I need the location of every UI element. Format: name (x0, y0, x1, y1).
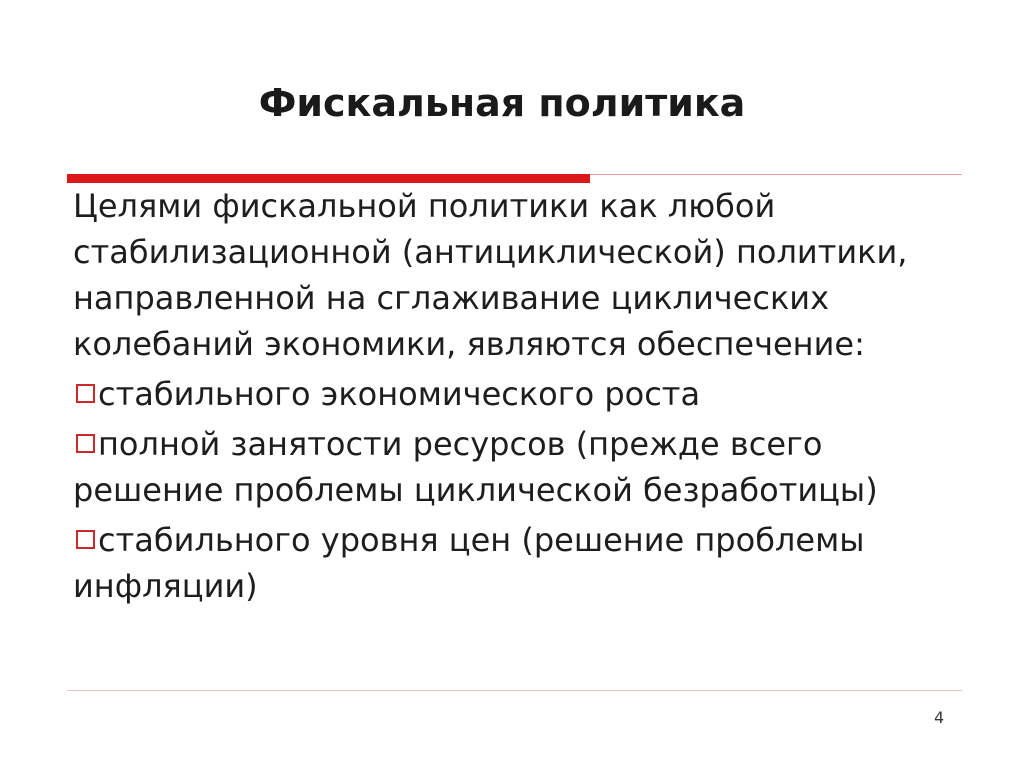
title-underline-thick (67, 174, 590, 183)
bullet-text: полной занятости ресурсов (прежде всего решение проблемы циклической безработицы) (73, 425, 878, 509)
intro-paragraph: Целями фискальной политики как любой стабилизационной (антициклической) политики, направленной на сглаживание циклических колебаний экономики, являются обеспечение: (73, 187, 908, 363)
title-underline-thin (590, 174, 962, 175)
slide-title: Фискальная политика (258, 81, 746, 125)
bullet-item (73, 371, 953, 417)
hollow-square-icon (76, 434, 95, 453)
slide-body (73, 183, 953, 613)
bullet-text: стабильного уровня цен (решение проблемы инфляции) (73, 521, 865, 605)
bullet-item (73, 421, 953, 513)
bullet-item (73, 517, 953, 609)
footer-divider (67, 690, 962, 691)
hollow-square-icon (76, 384, 95, 403)
page-number: 4 (934, 708, 945, 727)
bullet-text: стабильного экономического роста (98, 375, 701, 413)
hollow-square-icon (76, 530, 95, 549)
